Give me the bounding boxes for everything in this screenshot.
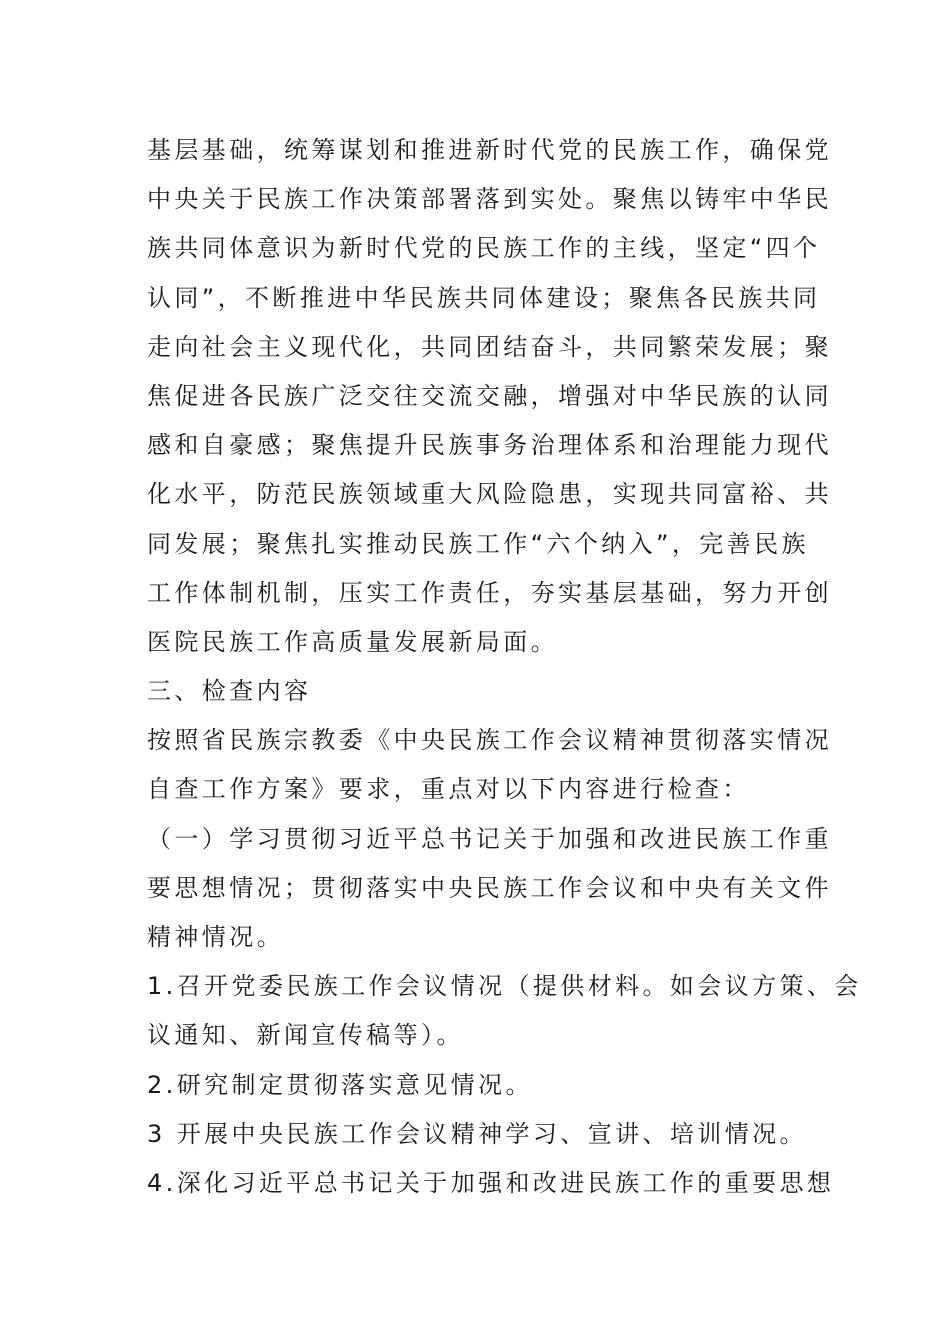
section-heading: 三、检查内容 <box>147 677 312 706</box>
body-line: 走向社会主义现代化，共同团结奋斗，共同繁荣发展；聚 <box>147 332 832 361</box>
subsection-line: 要思想情况；贯彻落实中央民族工作会议和中央有关文件 <box>147 873 832 902</box>
list-item-line: 4.深化习近平总书记关于加强和改进民族工作的重要思想 <box>147 1168 835 1197</box>
body-line: 化水平，防范民族领域重大风险隐患，实现共同富裕、共 <box>147 480 832 509</box>
body-line: 基层基础，统筹谋划和推进新时代党的民族工作，确保党 <box>147 136 832 164</box>
body-line: 同发展；聚焦扎实推动民族工作“六个纳入”，完善民族 <box>147 529 809 558</box>
body-line: 感和自豪感；聚焦提升民族事务治理体系和治理能力现代 <box>147 431 832 460</box>
body-line: 族共同体意识为新时代党的民族工作的主线，坚定“四个 <box>147 234 821 263</box>
body-line: 认同”，不断推进中华民族共同体建设；聚焦各民族共同 <box>147 283 821 312</box>
body-line: 医院民族工作高质量发展新局面。 <box>147 627 558 656</box>
list-item-line: 议通知、新闻宣传稿等）。 <box>147 1021 464 1050</box>
body-line: 工作体制机制，压实工作责任，夯实基层基础，努力开创 <box>147 578 832 607</box>
subsection-line: （一）学习贯彻习近平总书记关于加强和改进民族工作重 <box>147 824 832 853</box>
list-item-line: 1.召开党委民族工作会议情况（提供材料。如会议方策、会 <box>147 972 862 1001</box>
body-line: 焦促进各民族广泛交往交流交融，增强对中华民族的认同 <box>147 381 832 410</box>
subsection-line: 精神情况。 <box>147 923 284 951</box>
list-item-line: 2.研究制定贯彻落实意见情况。 <box>147 1070 533 1099</box>
body-line: 按照省民族宗教委《中央民族工作会议精神贯彻落实情况 <box>147 726 832 755</box>
body-line: 中央关于民族工作决策部署落到实处。聚焦以铸牢中华民 <box>147 185 832 214</box>
document-body <box>147 126 862 1208</box>
list-item-line: 3 开展中央民族工作会议精神学习、宣讲、培训情况。 <box>147 1119 807 1148</box>
body-line: 自查工作方案》要求，重点对以下内容进行检查： <box>147 775 750 804</box>
